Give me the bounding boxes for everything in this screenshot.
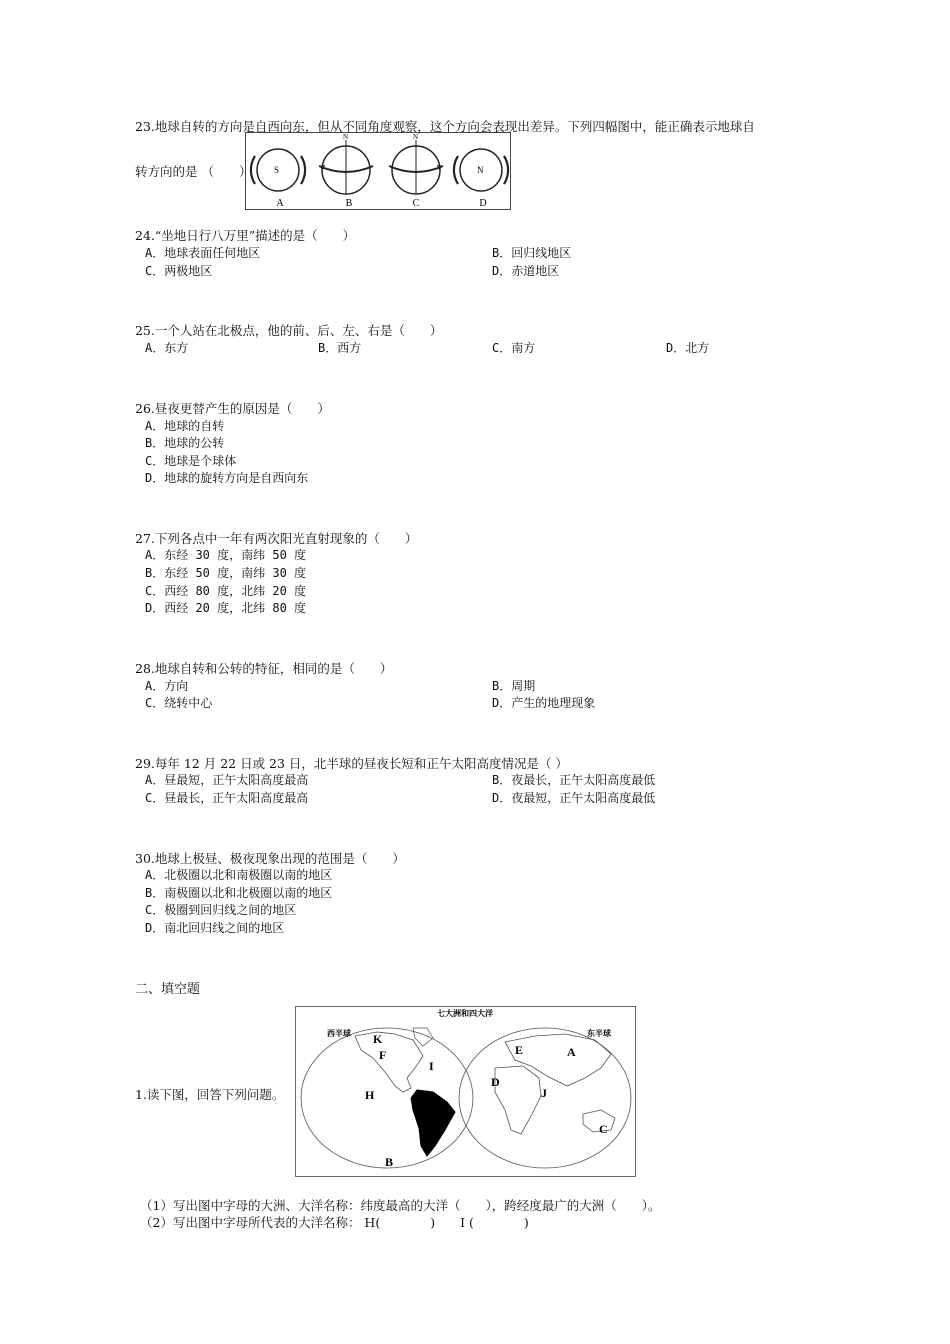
q30-option-d: D．南北回归线之间的地区 xyxy=(145,921,285,935)
globe-a-letter: S xyxy=(274,165,280,175)
q28-option-d: D．产生的地理现象 xyxy=(492,696,596,710)
section2-q1-intro: 1.读下图，回答下列问题。 xyxy=(135,1087,285,1102)
q27-option-b: B．东经 50 度，南纬 30 度 xyxy=(145,566,307,580)
globe-c xyxy=(389,133,443,209)
q23-rotation-figure xyxy=(245,132,511,210)
q29-option-d: D．夜最短，正午太阳高度最低 xyxy=(492,791,656,805)
map-letter-c: C xyxy=(599,1122,608,1136)
q23-stem-line2: 转方向的是 （ ） xyxy=(135,164,252,179)
world-map-figure xyxy=(295,1006,636,1177)
label-a: A xyxy=(276,198,284,209)
globe-b xyxy=(319,133,373,209)
q28-option-c: C．绕转中心 xyxy=(145,696,213,710)
q30-option-b: B．南极圈以北和北极圈以南的地区 xyxy=(145,886,333,900)
q30-option-a: A．北极圈以北和南极圈以南的地区 xyxy=(145,868,333,882)
q24-option-a: A．地球表面任何地区 xyxy=(145,246,261,260)
map-letter-f: F xyxy=(379,1048,387,1062)
q27-option-c: C．西经 80 度，北纬 20 度 xyxy=(145,584,307,598)
q25-option-d: D．北方 xyxy=(666,341,710,355)
q24-stem: 24.“坐地日行八万里”描述的是（ ） xyxy=(135,228,356,243)
map-letter-h: H xyxy=(365,1088,375,1102)
q26-option-b: B．地球的公转 xyxy=(145,436,225,450)
east-hemisphere-label: 东半球 xyxy=(587,1029,611,1038)
q26-option-a: A．地球的自转 xyxy=(145,419,225,433)
section2-sub1: （1）写出图中字母的大洲、大洋名称：纬度最高的大洋（ ），跨经度最广的大洲（ ）。 xyxy=(140,1198,661,1213)
map-letter-i: I xyxy=(429,1059,434,1073)
q28-stem: 28.地球自转和公转的特征，相同的是（ ） xyxy=(135,661,393,676)
q30-option-c: C．极圈到回归线之间的地区 xyxy=(145,903,297,917)
q25-option-a: A．东方 xyxy=(145,341,189,355)
section2-heading: 二、填空题 xyxy=(135,982,201,997)
label-c: C xyxy=(412,198,420,209)
q29-option-b: B．夜最长，正午太阳高度最低 xyxy=(492,773,656,787)
globe-c-letter: N xyxy=(413,133,419,141)
map-letter-k: K xyxy=(373,1032,383,1046)
q26-option-d: D．地球的旋转方向是自西向东 xyxy=(145,471,309,485)
q28-option-a: A．方向 xyxy=(145,679,189,693)
q28-option-b: B．周期 xyxy=(492,679,536,693)
globe-a xyxy=(251,149,305,209)
q29-stem: 29.每年 12 月 22 日或 23 日，北半球的昼夜长短和正午太阳高度情况是（ ） xyxy=(135,756,568,771)
q29-option-c: C．昼最长，正午太阳高度最高 xyxy=(145,791,309,805)
map-title: 七大洲和四大洋 xyxy=(437,1009,493,1018)
q27-option-a: A．东经 30 度，南纬 50 度 xyxy=(145,548,307,562)
map-letter-j: J xyxy=(541,1086,547,1100)
globe-d-letter: N xyxy=(477,165,484,175)
globe-d xyxy=(454,149,508,209)
west-hemisphere-label: 西半球 xyxy=(327,1029,351,1038)
q24-option-d: D．赤道地区 xyxy=(492,264,560,278)
q29-option-a: A．昼最短，正午太阳高度最高 xyxy=(145,773,309,787)
q23-stem-line1: 23.地球自转的方向是自西向东，但从不同角度观察，这个方向会表现出差异。下列四幅图中，能正确表示地球自 xyxy=(135,119,755,134)
map-letter-a: A xyxy=(567,1045,576,1059)
label-b: B xyxy=(345,198,353,209)
label-d: D xyxy=(479,198,487,209)
section2-sub2: （2）写出图中字母所代表的大洋名称： H( ) I ( ) xyxy=(140,1215,529,1230)
q24-option-b: B．回归线地区 xyxy=(492,246,572,260)
q26-option-c: C．地球是个球体 xyxy=(145,454,237,468)
q25-option-b: B．西方 xyxy=(318,341,362,355)
q27-stem: 27.下列各点中一年有两次阳光直射现象的（ ） xyxy=(135,531,418,546)
q25-stem: 25.一个人站在北极点，他的前、后、左、右是（ ） xyxy=(135,323,443,338)
q24-option-c: C．两极地区 xyxy=(145,264,213,278)
q26-stem: 26.昼夜更替产生的原因是（ ） xyxy=(135,401,330,416)
globe-b-letter: N xyxy=(343,133,349,141)
q27-option-d: D．西经 20 度，北纬 80 度 xyxy=(145,601,307,615)
map-letter-e: E xyxy=(515,1043,524,1057)
q30-stem: 30.地球上极昼、极夜现象出现的范围是（ ） xyxy=(135,851,405,866)
map-letter-b: B xyxy=(385,1155,394,1169)
q25-option-c: C．南方 xyxy=(492,341,536,355)
map-letter-d: D xyxy=(491,1075,500,1089)
